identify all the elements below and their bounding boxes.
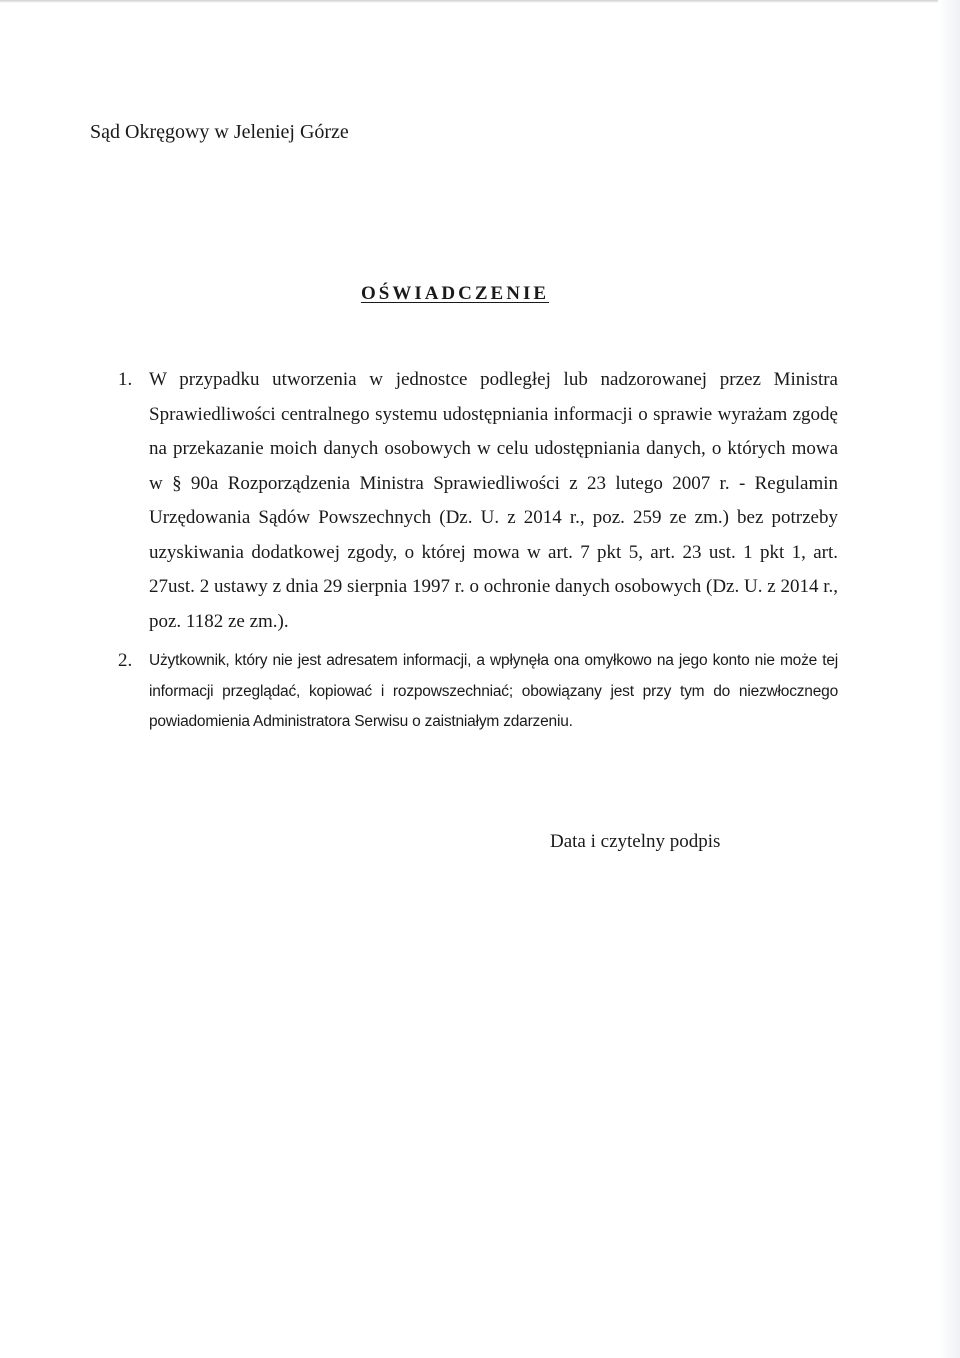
document-title: OŚWIADCZENIE [360, 283, 550, 304]
scan-edge-right [938, 0, 960, 1358]
statement-item-1 [118, 363, 838, 639]
item-number: 1. [118, 369, 133, 390]
statement-item-2 [118, 646, 838, 738]
item-number: 2. [118, 650, 133, 671]
scan-edge-top [0, 0, 960, 3]
signature-label: Data i czytelny podpis [550, 831, 721, 852]
item-text: W przypadku utworzenia w jednostce podległej lub nadzorowanej przez Ministra Sprawiedliwości centralnego systemu udostępniania informacji o sprawie wyrażam zgodę na przekazanie moich danych osobowych w celu udostępniania danych, o których mowa w § 90a Rozporządzenia Ministra Sprawiedliwości z 23 lutego 2007 r. - Regulamin Urzędowania Sądów Powszechnych (Dz. U. z 2014 r., poz. 259 ze zm.) bez potrzeby uzyskiwania dodatkowej zgody, o której mowa w art. 7 pkt 5, art. 23 ust. 1 pkt 1, art. 27ust. 2 ustawy z dnia 29 sierpnia 1997 r. o ochronie danych osobowych (Dz. U. z 2014 r., poz. 1182 ze zm.). [149, 369, 838, 632]
court-name: Sąd Okręgowy w Jeleniej Górze [90, 121, 349, 143]
item-text: Użytkownik, który nie jest adresatem informacji, a wpłynęła ona omyłkowo na jego konto nie może tej informacji przeglądać, kopiować i rozpowszechniać; obowiązany jest przy tym do niezwłocznego powiadomienia Administratora Serwisu o zaistniałym zdarzeniu. [149, 652, 838, 730]
